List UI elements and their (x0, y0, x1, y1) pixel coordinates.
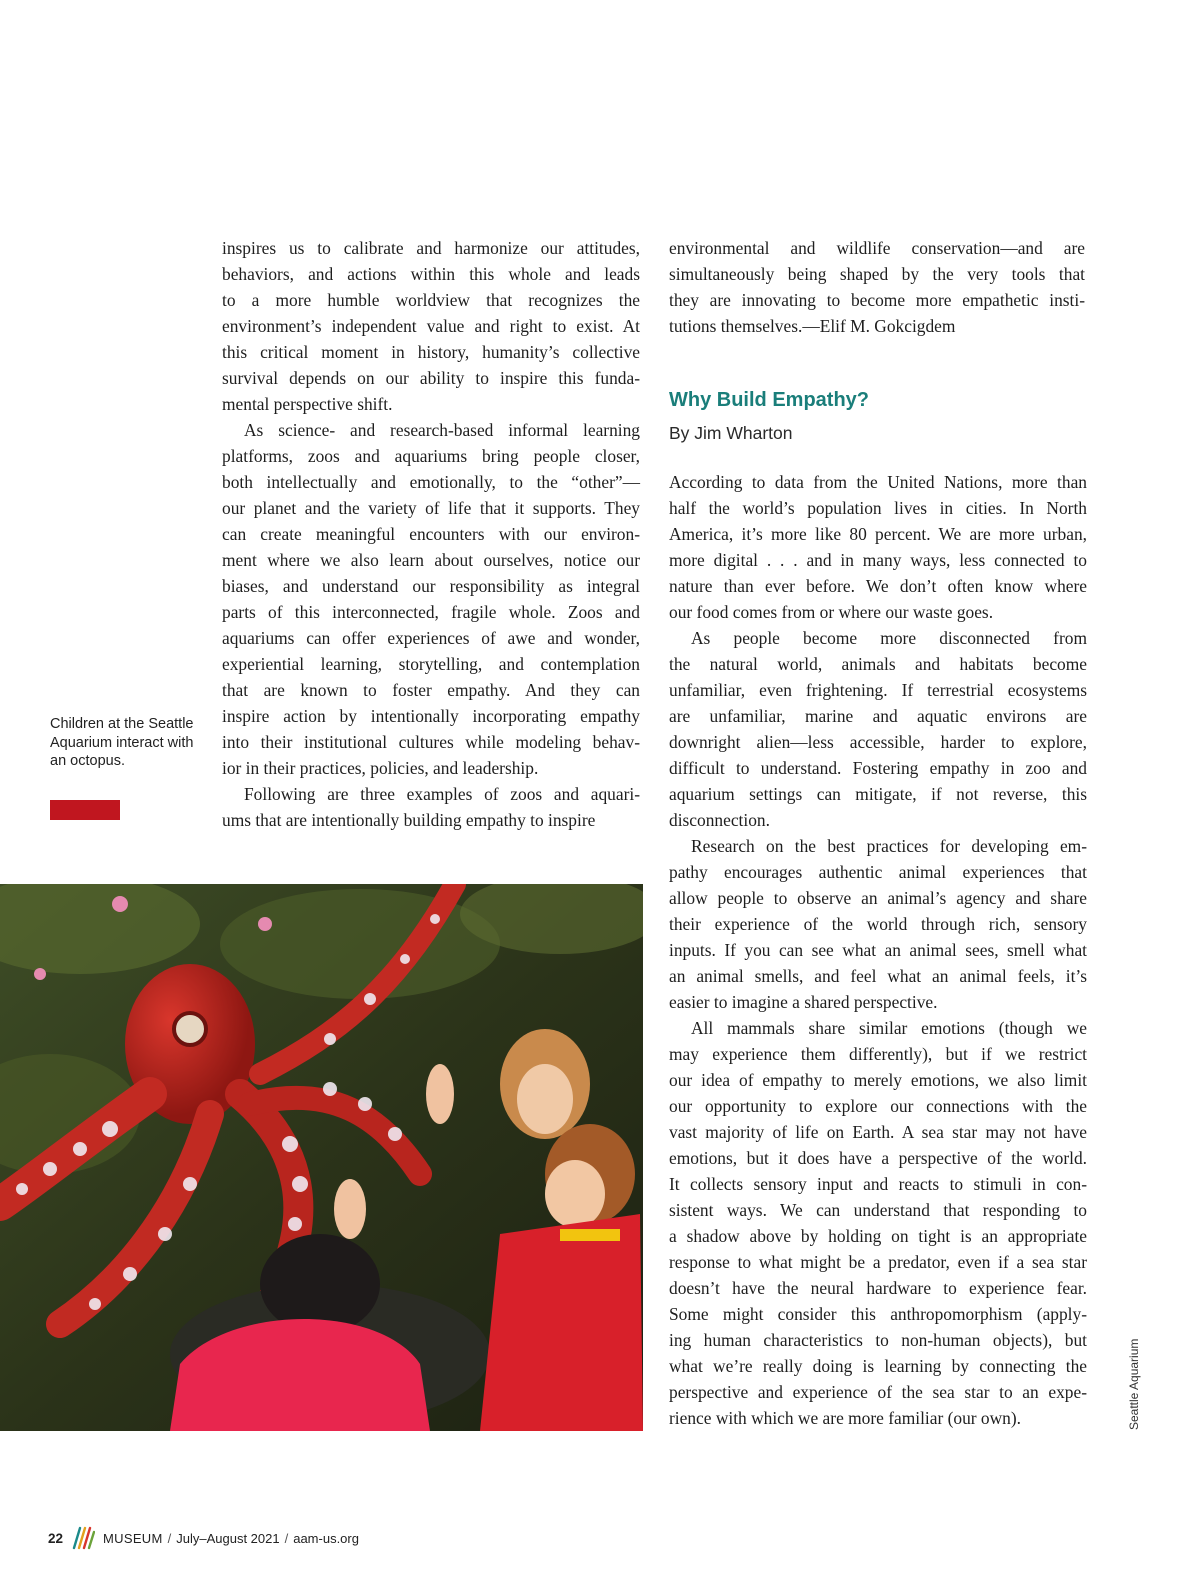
body-paragraph (669, 235, 1085, 339)
text-line: the natural world, animals and habitats become (669, 654, 1087, 674)
text-line: downright alien—less accessible, harder to explore, (669, 732, 1087, 752)
body-paragraph (669, 469, 1087, 625)
page-number: 22 (48, 1531, 64, 1546)
footer-separator: / (284, 1531, 289, 1546)
text-line: difficult to understand. Fostering empathy in zoo and (669, 758, 1087, 778)
aquarium-photo (0, 884, 643, 1431)
body-paragraph (222, 235, 640, 417)
text-line: more digital . . . and in many ways, less connected to (669, 550, 1087, 570)
text-line: behaviors, and actions within this whole and leads (222, 264, 640, 284)
text-line: vast majority of life on Earth. A sea star may not have (669, 1122, 1087, 1142)
text-line: this critical moment in history, humanity’s collective (222, 342, 640, 362)
text-line: half the world’s population lives in cities. In North (669, 498, 1087, 518)
text-line: can create meaningful encounters with our environ- (222, 524, 640, 544)
text-line: As people become more disconnected from (691, 628, 1087, 648)
text-line: are unfamiliar, marine and aquatic environs are (669, 706, 1087, 726)
body-paragraph (669, 833, 1087, 1015)
text-line: what we’re really doing is learning by connecting the (669, 1356, 1087, 1376)
text-line: survival depends on our ability to inspire this funda- (222, 368, 640, 388)
caption-accent-bar (50, 800, 120, 820)
text-line: platforms, zoos and aquariums bring people closer, (222, 446, 640, 466)
text-line: All mammals share similar emotions (though we (691, 1018, 1087, 1038)
issue-date: July–August 2021 (176, 1531, 280, 1546)
text-line: parts of this interconnected, fragile whole. Zoos and (222, 602, 640, 622)
text-line: environment’s independent value and right to exist. At (222, 316, 640, 336)
text-line: America, it’s more like 80 percent. We are more urban, (669, 524, 1087, 544)
magazine-name: MUSEUM (103, 1531, 163, 1546)
text-line: rience with which we are more familiar (our own). (669, 1408, 1022, 1428)
byline: By Jim Wharton (669, 423, 793, 443)
right-column-intro-end (669, 235, 1085, 339)
text-line: our idea of empathy to merely emotions, we also limit (669, 1070, 1087, 1090)
text-line: allow people to observe an animal’s agency and share (669, 888, 1087, 908)
text-line: our planet and the variety of life that it supports. They (222, 498, 640, 518)
text-line: both intellectually and emotionally, to the “other”— (222, 472, 640, 492)
text-line: to a more humble worldview that recognizes the (222, 290, 640, 310)
text-line: doesn’t have the neural hardware to experience fear. (669, 1278, 1087, 1298)
body-paragraph (222, 781, 640, 833)
section-heading: Why Build Empathy? (669, 389, 869, 411)
text-line: biases, and understand our responsibility as integral (222, 576, 640, 596)
text-line: ment where we also learn about ourselves, notice our (222, 550, 640, 570)
website-link[interactable]: aam-us.org (293, 1531, 359, 1546)
text-line: their experience of the world through rich, sensory (669, 914, 1087, 934)
text-line: easier to imagine a shared perspective. (669, 992, 938, 1012)
text-line: inputs. If you can see what an animal sees, smell what (669, 940, 1087, 960)
page-footer (48, 1524, 359, 1553)
text-line: pathy encourages authentic animal experiences that (669, 862, 1087, 882)
text-line: that are known to foster empathy. And they can (222, 680, 640, 700)
text-line: ing human characteristics to non-human objects), but (669, 1330, 1087, 1350)
text-line: disconnection. (669, 810, 770, 830)
body-paragraph (669, 1015, 1087, 1431)
text-line: our food comes from or where our waste goes. (669, 602, 994, 622)
text-line: may experience them differently), but if we restrict (669, 1044, 1087, 1064)
text-line: experiential learning, storytelling, and contemplation (222, 654, 640, 674)
text-line: aquarium settings can mitigate, if not reverse, this (669, 784, 1087, 804)
text-line: response to what might be a predator, even if a sea star (669, 1252, 1087, 1272)
text-line: ior in their practices, policies, and leadership. (222, 758, 539, 778)
text-line: environmental and wildlife conservation—and are (669, 238, 1085, 258)
text-line: perspective and experience of the sea star to an expe- (669, 1382, 1087, 1402)
text-line: Some might consider this anthropomorphism (apply- (669, 1304, 1087, 1324)
text-line: Following are three examples of zoos and aquari- (244, 784, 640, 804)
text-line: Research on the best practices for developing em- (691, 836, 1087, 856)
text-line: sistent ways. We can understand that responding to (669, 1200, 1087, 1220)
left-column (222, 235, 640, 833)
right-column-body (669, 469, 1087, 1431)
text-line: emotions, but it does have a perspective of the world. (669, 1148, 1087, 1168)
photo-credit: Seattle Aquarium (1127, 1338, 1141, 1430)
text-line: nature than ever before. We don’t often know where (669, 576, 1087, 596)
text-line: As science- and research-based informal learning (244, 420, 640, 440)
octopus-children-illustration (0, 884, 643, 1431)
text-line: an animal smells, and feel what an animal feels, it’s (669, 966, 1087, 986)
footer-separator: / (167, 1531, 172, 1546)
text-line: a shadow above by holding on tight is an appropriate (669, 1226, 1087, 1246)
text-line: mental perspective shift. (222, 394, 393, 414)
text-line: our opportunity to explore our connections with the (669, 1096, 1087, 1116)
text-line: It collects sensory input and reacts to stimuli in con- (669, 1174, 1087, 1194)
text-line: into their institutional cultures while modeling behav- (222, 732, 640, 752)
photo-caption: Children at the Seattle Aquarium interact with an octopus. (50, 716, 194, 769)
text-line: aquariums can offer experiences of awe and wonder, (222, 628, 640, 648)
text-line: unfamiliar, even frightening. If terrestrial ecosystems (669, 680, 1087, 700)
text-line: tutions themselves.—Elif M. Gokcigdem (669, 316, 956, 336)
text-line: inspire action by intentionally incorporating empathy (222, 706, 640, 726)
body-paragraph (222, 417, 640, 781)
text-line: According to data from the United Nations, more than (669, 472, 1087, 492)
aam-logo-icon (71, 1524, 95, 1553)
body-paragraph (669, 625, 1087, 833)
text-line: they are innovating to become more empathetic insti- (669, 290, 1085, 310)
text-line: ums that are intentionally building empathy to inspire (222, 810, 596, 830)
text-line: simultaneously being shaped by the very tools that (669, 264, 1085, 284)
text-line: inspires us to calibrate and harmonize our attitudes, (222, 238, 640, 258)
